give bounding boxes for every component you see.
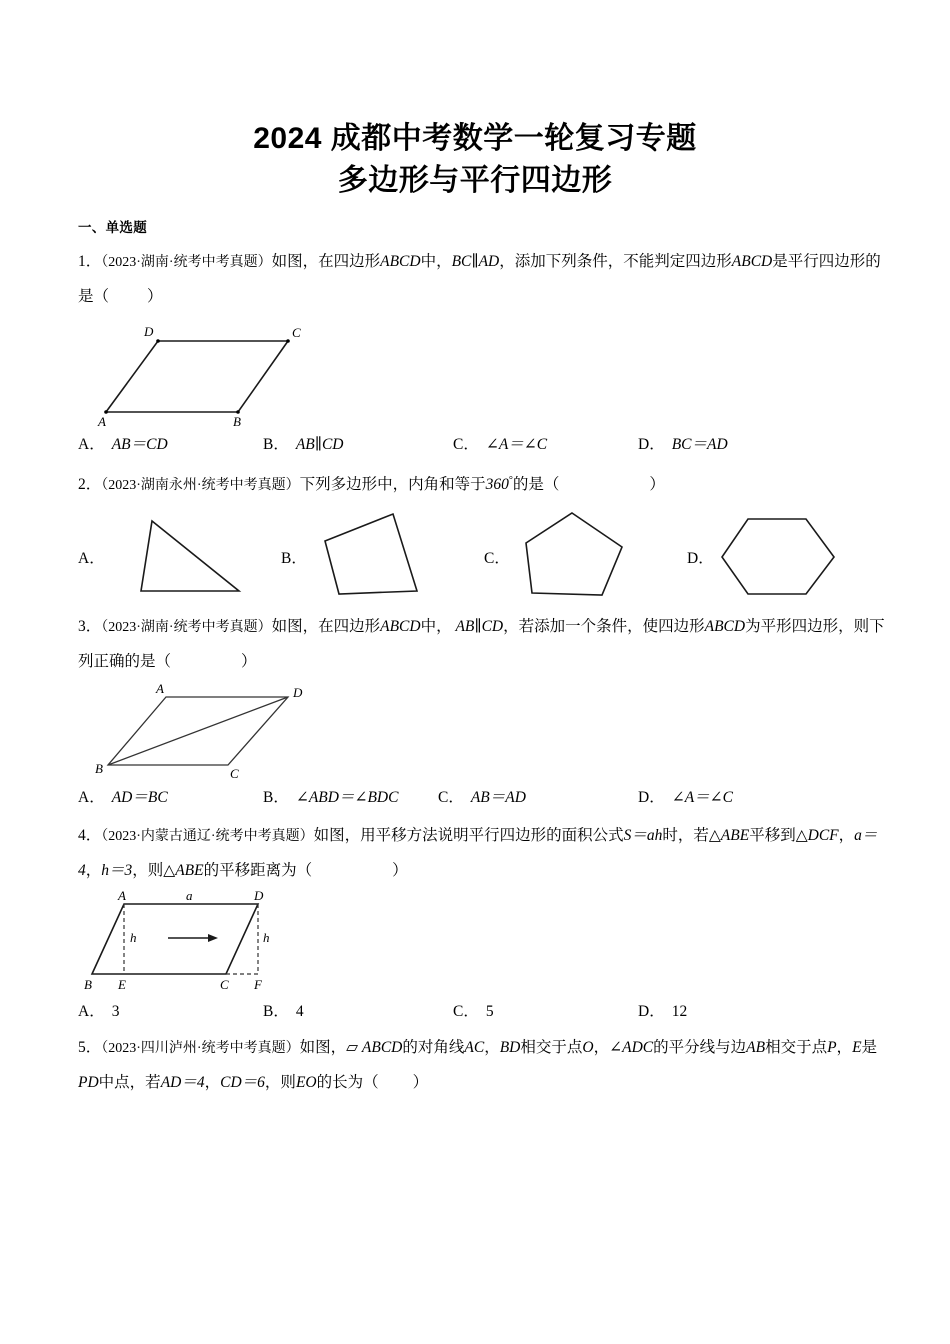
question-2-option-c[interactable]: [484, 509, 687, 604]
question-5-text-c: ，: [484, 1039, 500, 1057]
question-3-option-b[interactable]: [263, 783, 438, 813]
question-5-text-i: 是: [861, 1039, 878, 1057]
question-5-text-a: 如图，: [299, 1039, 347, 1057]
question-3-text-e: ）: [241, 653, 257, 671]
question-2-number: 2．: [78, 476, 102, 494]
question-5-eo: EO: [295, 1074, 317, 1092]
question-4-option-b[interactable]: [263, 997, 453, 1027]
vertex-label-d: D: [144, 324, 154, 339]
question-5-text-b: 的对角线: [402, 1039, 465, 1057]
question-1-number: 1．: [78, 253, 102, 270]
question-5-stem: [78, 1031, 890, 1100]
question-4-figure: [78, 890, 890, 995]
question-4-number: 4．: [78, 827, 102, 845]
question-2-option-d[interactable]: [687, 509, 890, 604]
document-title: [0, 0, 950, 202]
question-4-text-g: 的平移距离为（: [203, 862, 313, 880]
option-value: ∠A＝∠C: [485, 436, 548, 453]
title-line-1: 2024 成都中考数学一轮复习专题: [253, 122, 697, 155]
question-1-options: [78, 430, 890, 460]
vertex-label-b: B: [95, 761, 103, 777]
question-2-option-a[interactable]: [78, 509, 281, 604]
question-1-abcd-2: ABCD: [731, 253, 773, 270]
option-value: 3: [111, 1003, 120, 1021]
question-3-text-a: 如图，在四边形: [271, 618, 381, 636]
triangle-shape-icon: [109, 509, 249, 604]
question-5-ac: AC: [464, 1039, 485, 1057]
question-3-option-d[interactable]: [638, 783, 733, 813]
question-5-bd: BD: [499, 1039, 521, 1057]
question-1-option-a[interactable]: [78, 430, 263, 460]
question-1-figure: [78, 316, 890, 428]
section-heading: 一、单选题: [78, 220, 147, 235]
question-4-text-c: 平移到△: [749, 827, 808, 845]
parallelogram-abcd-svg: [78, 316, 378, 428]
question-3-ab-cd: AB∥CD: [455, 618, 504, 636]
option-label: B．: [263, 436, 289, 453]
question-4: [78, 819, 890, 1027]
question-5-pd: PD: [78, 1074, 99, 1092]
option-value: 4: [295, 1003, 304, 1021]
question-2-stem: [78, 464, 890, 503]
question-5-ad-value: AD＝4: [160, 1074, 205, 1092]
question-4-abe-1: ABE: [720, 827, 750, 845]
question-5-source: （2023·四川泸州·统考中考真题）: [101, 1041, 300, 1057]
vertex-label-a: A: [98, 414, 106, 428]
degree-symbol-icon: °: [508, 475, 513, 486]
question-2-text-c: ）: [649, 476, 665, 494]
question-4-text-a: 如图，用平移方法说明平行四边形的面积公式: [313, 827, 624, 845]
question-4-options: [78, 997, 890, 1027]
parallel-symbol-icon: ∥: [471, 253, 479, 270]
question-1-option-c[interactable]: [453, 430, 638, 460]
question-5-adc: ADC: [622, 1039, 654, 1057]
question-3-text-b: 中，: [420, 618, 452, 636]
question-5: [78, 1031, 890, 1100]
question-5-text-h: ，: [836, 1039, 853, 1057]
option-label: A．: [78, 436, 105, 453]
question-2-text-a: 下列多边形中，内角和等于: [299, 476, 486, 494]
question-4-stem: [78, 819, 890, 888]
option-value: AB∥CD: [295, 436, 344, 453]
option-label: D．: [638, 1003, 665, 1021]
question-5-text-g: 相交于点: [765, 1039, 828, 1057]
question-5-text-d: 相交于点: [520, 1039, 583, 1057]
question-2: [78, 464, 890, 604]
question-2-source: （2023·湖南永州·统考中考真题）: [101, 478, 300, 494]
question-5-o: O: [582, 1039, 594, 1057]
vertex-label-c: C: [230, 766, 239, 782]
question-3-abcd-2: ABCD: [704, 618, 746, 636]
question-1-abcd-1: ABCD: [380, 253, 421, 270]
question-3-option-a[interactable]: [78, 783, 263, 813]
question-3-abcd-1: ABCD: [380, 618, 421, 636]
question-1-option-b[interactable]: [263, 430, 453, 460]
option-value: 12: [671, 1003, 688, 1021]
vertex-label-b: B: [233, 414, 241, 428]
question-1-text-b: 中，: [420, 253, 452, 270]
question-5-text-k: ，: [204, 1074, 221, 1092]
question-3-figure: [78, 681, 890, 781]
parallelogram-abcd-diagonal-svg: [78, 681, 378, 781]
document-content: [78, 202, 890, 1100]
option-label: A．: [78, 549, 105, 567]
pentagon-shape-icon: [514, 509, 654, 604]
quadrilateral-shape-icon: [311, 509, 451, 604]
question-3-option-c[interactable]: [438, 783, 638, 813]
question-4-text-d: ，: [838, 827, 855, 845]
option-value: BC＝AD: [671, 436, 728, 453]
question-1: [78, 245, 890, 460]
question-5-text-j: 中点，若: [98, 1074, 161, 1092]
option-label: A．: [78, 789, 105, 807]
question-5-text-n: ）: [412, 1074, 429, 1092]
question-4-option-d[interactable]: [638, 997, 687, 1027]
question-3-stem: [78, 610, 890, 679]
question-4-text-f: ，则△: [132, 862, 176, 880]
option-label: C．: [484, 549, 510, 567]
question-3-text-c: ，若添加一个条件，使四边形: [503, 618, 705, 636]
title-line-2: 多边形与平行四边形: [337, 164, 613, 197]
question-1-stem: [78, 245, 890, 314]
question-4-h-value: h＝3: [101, 862, 133, 880]
vertex-label-c: C: [292, 325, 301, 340]
question-2-option-b[interactable]: [281, 509, 484, 604]
option-label: B．: [263, 1003, 289, 1021]
option-label: B．: [263, 789, 289, 807]
question-5-number: 5．: [78, 1039, 102, 1057]
option-label: C．: [453, 1003, 479, 1021]
question-4-option-c[interactable]: [453, 997, 638, 1027]
question-4-source: （2023·内蒙古通辽·统考中考真题）: [101, 829, 314, 845]
option-value: ∠ABD＝∠BDC: [295, 789, 399, 807]
option-label: D．: [638, 789, 665, 807]
question-5-e: E: [852, 1039, 862, 1057]
question-3-text-d: 为平形四边形，则下列正确的是（: [78, 618, 885, 671]
question-4-text-b: 时，若△: [662, 827, 721, 845]
vertex-label-e: E: [118, 977, 126, 993]
question-1-text-e: ）: [147, 288, 163, 305]
question-5-p: P: [827, 1039, 837, 1057]
question-2-text-b: 的是（: [512, 476, 560, 494]
question-5-ab: AB: [746, 1039, 766, 1057]
vertex-label-b: B: [84, 977, 92, 993]
question-3-source: （2023·湖南·统考中考真题）: [101, 620, 272, 636]
option-value: AD＝BC: [111, 789, 168, 807]
question-3-options: [78, 783, 890, 813]
question-3: [78, 610, 890, 813]
question-4-abe-2: ABE: [175, 862, 204, 880]
parallelogram-symbol-icon: ▱: [346, 1039, 359, 1057]
question-4-text-h: ）: [392, 862, 408, 880]
question-2-options: [78, 509, 890, 604]
option-label: B．: [281, 549, 307, 567]
vertex-label-d: D: [254, 890, 264, 904]
option-value: AB＝AD: [470, 789, 526, 807]
question-4-area-formula: S＝ah: [623, 827, 663, 845]
option-label: D．: [638, 436, 665, 453]
option-value: AB＝CD: [111, 436, 168, 453]
option-label: C．: [453, 436, 479, 453]
vertex-label-a: A: [156, 681, 164, 697]
vertex-label-d: D: [293, 685, 303, 701]
height-label-left: h: [130, 930, 137, 946]
question-5-abcd: ABCD: [361, 1039, 403, 1057]
vertex-label-f: F: [254, 977, 262, 993]
vertex-label-a: A: [118, 890, 126, 904]
height-label-right: h: [263, 930, 270, 946]
option-value: ∠A＝∠C: [671, 789, 733, 807]
option-value: 5: [485, 1003, 494, 1021]
question-1-text-c: ，添加下列条件，不能判定四边形: [499, 253, 732, 270]
question-1-bc: BC: [451, 253, 472, 270]
question-1-text-a: 如图，在四边形: [271, 253, 381, 270]
question-5-text-e: ，∠: [593, 1039, 623, 1057]
hexagon-shape-icon: [718, 509, 858, 604]
question-4-text-e: ，: [85, 862, 102, 880]
question-5-text-f: 的平分线与边: [653, 1039, 747, 1057]
question-1-ad: AD: [478, 253, 500, 270]
question-1-option-d[interactable]: [638, 430, 728, 460]
question-1-text-d: 是平行四边形的是（: [78, 253, 881, 305]
option-label: D．: [687, 549, 714, 567]
option-label: C．: [438, 789, 464, 807]
question-2-angle-sum-value: 360: [485, 476, 509, 494]
question-1-source: （2023·湖南·统考中考真题）: [101, 255, 272, 270]
question-5-cd-value: CD＝6: [220, 1074, 265, 1092]
side-label-a: a: [186, 890, 193, 904]
right-arrow-icon: [208, 934, 218, 942]
question-5-text-l: ，则: [264, 1074, 296, 1092]
question-5-text-m: 的长为（: [316, 1074, 379, 1092]
question-4-a-value: a＝4: [78, 827, 878, 880]
option-label: A．: [78, 1003, 105, 1021]
question-4-dcf: DCF: [807, 827, 839, 845]
question-4-option-a[interactable]: [78, 997, 263, 1027]
question-3-number: 3．: [78, 618, 102, 636]
vertex-label-c: C: [220, 977, 229, 993]
parallelogram-translation-svg: [78, 890, 338, 995]
